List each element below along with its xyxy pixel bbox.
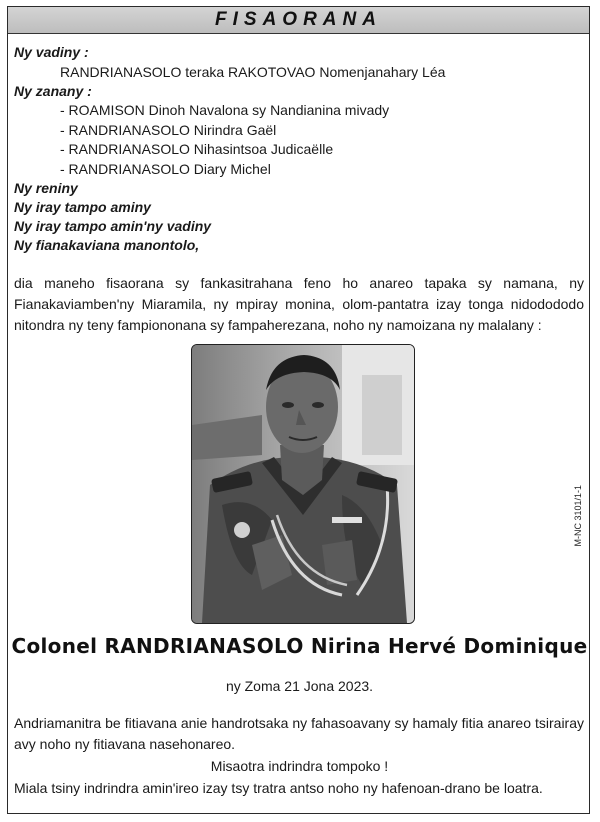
child-item: - RANDRIANASOLO Nirindra Gaël xyxy=(60,121,277,138)
family-section xyxy=(14,43,584,336)
vadiny-name: RANDRIANASOLO teraka RAKOTOVAO Nomenjanahary Léa xyxy=(60,64,446,80)
relation-iray-tampo-vadiny: Ny iray tampo amin'ny vadiny xyxy=(14,218,212,234)
apology-line: Miala tsiny indrindra amin'ireo izay tsy tratra antso noho ny hafenoan-drano be loatra. xyxy=(14,780,543,796)
announcement-frame xyxy=(7,6,590,814)
intro-paragraph: dia maneho fisaorana sy fankasitrahana feno ho anareo tapaka sy namana, ny Fianakaviamben'ny Miaramila, ny mpiray monina, olom-pantatra izay tonga nidodododo nitondra ny teny fampiononana sy fampaherezana, noho ny namoizana ny malalany : xyxy=(14,275,584,333)
relation-reniny: Ny reniny xyxy=(14,180,78,196)
portrait-illustration xyxy=(192,345,414,623)
header-title: FISAORANA xyxy=(8,7,589,34)
child-item: - RANDRIANASOLO Nihasintsoa Judicaëlle xyxy=(60,141,334,157)
deceased-name: Colonel RANDRIANASOLO Nirina Hervé Dominique xyxy=(11,634,588,658)
portrait-photo xyxy=(191,344,415,624)
death-date: ny Zoma 21 Jona 2023. xyxy=(225,678,374,694)
zanany-label: Ny zanany : xyxy=(14,83,92,99)
child-item: - ROAMISON Dinoh Navalona sy Nandianina mivady xyxy=(60,102,390,118)
blessing-paragraph: Andriamanitra be fitiavana anie handrotsaka ny fahasoavany sy hamaly fitia anareo tsirairay avy noho ny fitiavana nasehonareo. xyxy=(14,715,584,752)
relation-fianakaviana: Ny fianakaviana manontolo, xyxy=(14,237,200,253)
vadiny-label: Ny vadiny : xyxy=(14,44,89,60)
thanks-line: Misaotra indrindra tompoko ! xyxy=(210,758,389,774)
relation-iray-tampo: Ny iray tampo aminy xyxy=(14,199,151,215)
side-reference-code: M-NC 3101/1-1 xyxy=(573,485,583,547)
child-item: - RANDRIANASOLO Diary Michel xyxy=(60,160,271,177)
